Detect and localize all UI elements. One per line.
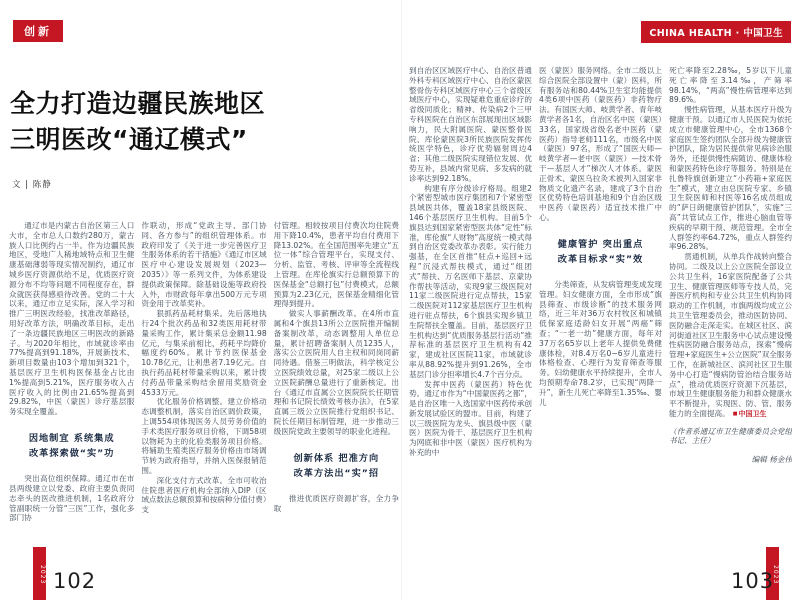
article-title-line2: 三明医改“通辽模式” xyxy=(10,125,248,155)
body-paragraph: 贯通机制，从单兵作战转向整合协同。二级及以上公立医院全部设立公共卫生科，16家医院配备了公共卫生、健康管理医师等专技人员，完善医疗机构和专业公共卫生机构协同联动的工作机制，市旗两级均成立公共卫生管理委员会，推动医防协同、医防融合走深走实。在城区社区、滨河街道社区卫生服务中心试点建设慢性病医防融合服务站点，探索“慢病管理+家庭医生+公立医院”双全服务工作，在新城社区、滨河社区卫生服务中心打造“慢病防管治结合服务站点”，推动优质医疗资源下沉基层，市域卫生健康服务能力和群众健康水平不断提升，实现医、防、管、服务能力的全面提高。 ■ 中国卫生 xyxy=(669,252,792,420)
editor-credit: 编辑 杨金伟 xyxy=(751,455,792,465)
text-column xyxy=(409,66,532,588)
subhead-line: 因地制宜 系统集成 xyxy=(28,432,115,444)
body-paragraph: 付管理。相较按项目付费次均住院费用下降10.4%，患者平均自付费用下降13.02%。在全国范围率先建立“五位一体”综合管理平台，实现支付、分析、监管、考核、评审等全流程线上管理。在库伦旗实行总额预算下的医保基金“总额打包”付费模式，总额预算为2.23亿元，医保基金精细化管理得到提升。 xyxy=(273,221,399,309)
right-spine-tag: 2023 xyxy=(766,547,779,600)
body-paragraph: 优化服务价格调整。建立价格动态调整机制，落实自治区调价政策，上调554项体现医务人员劳务价值的手术类医疗服务项目价格，下调58项以物耗为主的化验类服务项目价格。将辅助生殖类医疗服务价格由市场调节转为政府指导，并纳入医保报销范围。 xyxy=(141,397,267,475)
author-note: （作者系通辽市卫生健康委员会党组书记、主任） xyxy=(669,426,792,446)
text-column xyxy=(9,221,134,588)
left-page-number: 102 xyxy=(53,569,97,593)
subhead-line: 改革探索做“实”功 xyxy=(28,448,115,460)
body-paragraph: 做实人事薪酬改革。在4所市直属和4个旗县13所公立医院推开编制备案制改革，动态调整用人单位总量，累计招聘备案制人员1235人，落实公立医院用人自主权和同岗同薪同待遇。借鉴三明做法，科学核定公立医院绩效总量，对25家二级以上公立医院薪酬总量进行了重新核定。出台《通辽市直属公立医院院长任期管理和书记院长绩效考核办法》，在5家直属三级公立医院推行党组织书记、院长任期目标制管理，进一步推动三级医院党政主要领导的职业化进程。 xyxy=(273,309,399,436)
body-paragraph: 突出高位组织保障。通辽市在市县两级建立以党委、政府主要负责同志牵头的医改推进机制，1名政府分管副职统一分管“三医”工作，强化多部门协 xyxy=(9,474,135,523)
body-paragraph: 医（蒙医）服务网络。全市二级以上综合医院全部设置中（蒙）医科，所有服务站和80.44%卫生室均能提供4类6项中医药（蒙医药）非药物疗法。有国医大师、岐黄学者、青年岐黄学者各1名，自治区名中医（蒙医）33名，国家级省级名老中医药（蒙医药）指导老师111名，市级名中医（蒙医）97名，形成了“国医大师—岐黄学者—老中医（蒙医）—技术骨干—基层人才”梯次人才体系。蒙医正骨术、蒙医乌拉灸术被列入国家非物质文化遗产名录，建成了3个自治区优势特色培训基地和9个自治区级中医药（蒙医药）适宜技术推广中心。 xyxy=(539,66,662,222)
article-end-mark: ■ 中国卫生 xyxy=(733,410,767,418)
text-column xyxy=(669,66,792,588)
section-subhead xyxy=(539,237,662,267)
left-spine-tag: 2023 xyxy=(33,547,46,600)
subhead-line: 健康管护 突出重点 xyxy=(557,238,644,250)
body-paragraph: 到自治区区域医疗中心、自治区普通外科专科区域医疗中心、自治区蒙医整骨伤专科区域医疗中心三个省级区域医疗中心，实现疑难危重症诊疗的省级同质化；精神、传染病2个三甲专科医院在自治区东部展现出区域影响力，民大附属医院、蒙医整骨医院、库伦蒙医院3所民族医院发挥传统医学特色，诊疗优势辐射周边4省；其他二级医院实现错位发展、优势互补，县域内常见病、多发病的就诊率达到92.18%。 xyxy=(409,66,532,183)
body-paragraph: 通辽市是内蒙古自治区第三人口大市，全市总人口数约280万，蒙古族人口比例约占一半。作为边疆民族地区，受地广人稀地域特点和卫生健康基础薄弱等现实情况制约，通辽市城乡医疗资源供给不足，优质医疗资源分布不均等问题不同程度存在，群众就医获得感亟待改善。党的二十大以来，通辽市立足实际，深入学习和推广三明医改经验，找准改革路径，用好改革方法，明确改革目标，走出了一条边疆民族地区三明医改的新路子。与2020年相比，市域就诊率由77%提高到91.18%，开展新技术、新项目数量由103个增加到321个，基层医疗卫生机构医保基金占比由1%提高到5.21%，医疗服务收入占医疗收入的比例由21.65%提高到29.82%，中医（蒙医）诊疗基层服务实现全覆盖。 xyxy=(9,221,135,417)
page-gutter-divider xyxy=(401,0,402,600)
body-paragraph: 推进优质医疗资源扩容，全力争取 xyxy=(273,493,399,513)
body-paragraph: 死亡率降至2.28‰，5岁以下儿童死亡率降至3.14‰，产筛率98.14%，“两高”慢性病管理率达到89.6%。 xyxy=(669,66,792,105)
magazine-masthead: CHINA HEALTH · 中国卫生 xyxy=(641,21,791,43)
body-paragraph: 构建有序分级诊疗格局。组建2个紧密型城市医疗集团和7个紧密型县域医共体，覆盖18家县级医院、146个基层医疗卫生机构。目前5个旗县达到国家紧密型医共体“定性”标准，库伦旗“人财物”高度统一模式得到自治区党委改革办表彰。实行能力强基，在全区首推“驻点+巡回+远程”沉浸式帮扶模式，通过“组团式”帮扶、万名医师下基层、京蒙协作帮扶等活动，实现9家三级医院对11家二级医院进行定点帮扶，15家二级医院对112家基层医疗卫生机构进行驻点帮扶，6个旗县实现乡镇卫生院帮扶全覆盖。目前，基层医疗卫生机构达到“优质服务基层行活动”推荐标准的基层医疗卫生机构有42家，建成社区医院11家，市域就诊率从88.92%提升到91.26%，全市基层门诊分担率增长4.7个百分点。 xyxy=(409,183,532,379)
text-column xyxy=(539,66,662,588)
body-paragraph: 作联动，形成“党政主导、部门协同、各方参与”的组织管理体系。市政府印发了《关于进一步完善医疗卫生服务体系的若干措施》《通辽市区域医疗中心建设发展规划（2023—2035）》等一系列文件，为体系建设提供政策保障。除基础设施等政府投入外，市财政每年拿出500万元专项资金用于改革奖补。 xyxy=(141,221,267,309)
body-paragraph: 狠抓药品耗材集采。先后落地执行24个批次药品和32类医用耗材带量采购工作，累计集采总金额11.98亿元，与集采前相比，药耗平均降价幅度约60%。累计节约医保基金10.78亿元，让利患者7.19亿元。自执行药品耗材带量采购以来，累计拨付药品带量采购结余留用奖励资金4533万元。 xyxy=(141,309,267,397)
article-title xyxy=(10,86,310,159)
subhead-line: 改革方法出“实”招 xyxy=(293,467,380,479)
section-subhead xyxy=(274,451,399,481)
section-subhead xyxy=(9,431,134,461)
left-page-columns xyxy=(9,221,399,588)
subhead-line: 创新体系 把准方向 xyxy=(293,452,380,464)
right-page-number: 103 xyxy=(731,569,775,593)
body-paragraph: 分类筛查，从发病管理变成发现管理。妇女健康方面，全市形成“旗县筛查、市级诊断”的技术服务网络，近三年对36万农村牧区和城镇低保家庭适龄妇女开展“两癌”筛查；“一老一幼”健康方面，每年对37万名65岁以上老年人提供免费健康体检，对8.4万名0~6岁儿童进行体格检查、心理行为发育筛查等服务。妇幼健康水平持续提升，全市人均预期寿命78.2岁，已实现“两降一升”，新生儿死亡率降至1.35‰、婴儿 xyxy=(539,280,662,407)
text-column xyxy=(141,221,266,588)
text-column xyxy=(274,221,399,588)
right-page-columns xyxy=(409,66,792,588)
body-paragraph: 慢性病管理，从基本医疗升级为健康干预。以通辽市人民医院为依托成立市健康管理中心，全市1368个家庭医生签约团队全部升级为健康管护团队，除为居民提供常见病诊治服务外，还提供慢性病随访、健康体检和蒙医药特色诊疗等服务。特别是在扎鲁特旗创新建立“小药箱+家庭医生”模式，建立由总医院专家、乡镇卫生院医师和村医等16名成员组成的“萨日朗健康管护团队”，实施“三高”共管试点工作，推进心脑血管等疾病的早期干预、规范管理。全市全人群签约率64.72%，重点人群签约率96.28%。 xyxy=(669,105,792,252)
body-paragraph: 发挥中医药（蒙医药）特色优势。通辽市作为“中国蒙医药之都”，是自治区唯一入选国家中医药传承创新发展试验区的盟市。目前，构建了以三级医院为龙头、旗县级中医（蒙医）医院为骨干、基层医疗卫生机构为网底和非中医（蒙医）医疗机构为补充的中 xyxy=(409,379,532,458)
subhead-line: 改革目标求“实”效 xyxy=(557,253,644,265)
byline: 文 | 陈静 xyxy=(12,180,52,190)
body-paragraph: 深化支付方式改革。全市可收治住院患者医疗机构全部纳入DIP（区域点数法总额预算和按病种分值付费）支 xyxy=(141,475,267,515)
section-badge: 创新 xyxy=(13,20,63,42)
article-title-line1: 全力打造边疆民族地区 xyxy=(10,89,266,118)
